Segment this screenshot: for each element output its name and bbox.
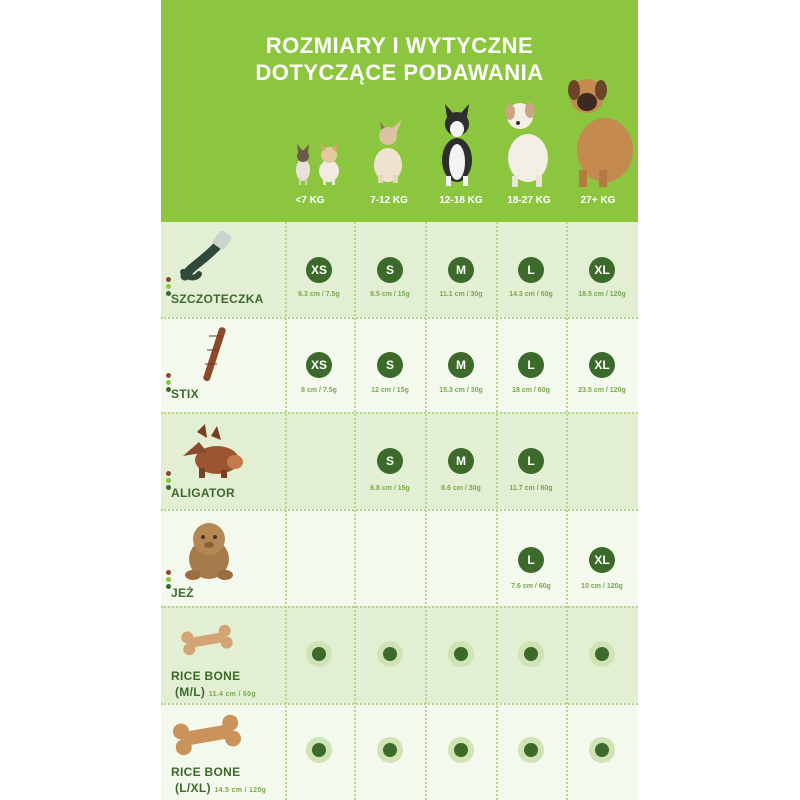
grid-divider [161, 606, 638, 608]
hedgehog-chew-icon [183, 517, 235, 583]
size-dimensions: 10 cm / 120g [581, 583, 623, 590]
weight-col-5: 27+ KG [580, 195, 616, 206]
suitable-mark-icon [377, 737, 403, 763]
suitable-mark-icon [518, 737, 544, 763]
size-badge: XL [589, 257, 615, 283]
product-name-rice-bone-ml: RICE BONE [171, 669, 241, 683]
weight-col-2: 7-12 KG [370, 195, 408, 206]
size-badge: L [518, 448, 544, 474]
suitable-mark-icon [448, 641, 474, 667]
weight-col-1: <7 KG [295, 195, 325, 206]
suitable-mark-icon [448, 737, 474, 763]
size-dimensions: 7.6 cm / 60g [511, 583, 551, 590]
alligator-chew-icon [177, 422, 243, 480]
grid-divider [161, 703, 638, 705]
product-variant-label: (M/L) [175, 685, 206, 699]
size-dimensions: 12 cm / 15g [371, 387, 409, 394]
toothbrush-chew-icon [179, 230, 239, 282]
grid-divider [285, 222, 287, 800]
product-variant-rice-bone-ml [175, 685, 256, 699]
size-dimensions: 6.3 cm / 7.5g [298, 291, 340, 298]
size-dimensions: 8.5 cm / 15g [370, 291, 410, 298]
grid-divider [425, 222, 427, 800]
puppy-howling-icon [366, 120, 412, 184]
product-name-szczoteczka: SZCZOTECZKA [171, 292, 264, 306]
product-name-jez: JEŻ [171, 586, 194, 600]
suitable-mark-icon [518, 641, 544, 667]
size-badge: L [518, 547, 544, 573]
size-dimensions: 6.8 cm / 15g [370, 485, 410, 492]
size-dimensions: 11.7 cm / 60g [509, 485, 553, 492]
size-badge: L [518, 257, 544, 283]
size-dimensions: 18 cm / 60g [512, 387, 550, 394]
suitable-mark-icon [377, 641, 403, 667]
size-badge: XL [589, 352, 615, 378]
size-badge: M [448, 257, 474, 283]
product-variant-label: (L/XL) [175, 781, 211, 795]
product-dimensions: 14.5 cm / 120g [214, 787, 267, 794]
size-badge: XS [306, 257, 332, 283]
product-dimensions: 11.4 cm / 60g [208, 691, 256, 698]
stick-chew-icon [197, 326, 233, 382]
bone-chew-icon [179, 622, 235, 658]
tiny-dogs-icon [289, 140, 349, 186]
size-dimensions: 23.5 cm / 120g [578, 387, 626, 394]
size-dimensions: 14.3 cm / 60g [509, 291, 553, 298]
bone-chew-large-icon [171, 712, 243, 758]
grid-divider [496, 222, 498, 800]
mastiff-dog-icon [565, 72, 638, 188]
size-dimensions: 8 cm / 7.5g [301, 387, 337, 394]
suitable-mark-icon [306, 641, 332, 667]
size-dimensions: 11.1 cm / 30g [439, 291, 483, 298]
header-banner [161, 0, 638, 222]
size-dimensions: 8.6 cm / 30g [441, 485, 481, 492]
page-title-line-1: ROZMIARY I WYTYCZNE [265, 33, 534, 58]
husky-dog-icon [433, 104, 483, 186]
grid-divider [161, 412, 638, 414]
size-badge: XS [306, 352, 332, 378]
size-dimensions: 18.5 cm / 120g [578, 291, 626, 298]
size-badge: L [518, 352, 544, 378]
suitable-mark-icon [306, 737, 332, 763]
grid-divider [161, 509, 638, 511]
size-guide-card [161, 0, 638, 800]
product-name-rice-bone-lxl: RICE BONE [171, 765, 241, 779]
size-badge: S [377, 448, 403, 474]
size-badge: S [377, 352, 403, 378]
size-badge: M [448, 448, 474, 474]
size-dimensions: 15.3 cm / 30g [439, 387, 483, 394]
grid-divider [161, 317, 638, 319]
white-dog-icon [498, 96, 560, 188]
suitable-mark-icon [589, 641, 615, 667]
size-badge: XL [589, 547, 615, 573]
grid-divider [566, 222, 568, 800]
product-name-stix: STIX [171, 387, 199, 401]
size-badge: M [448, 352, 474, 378]
product-variant-rice-bone-lxl [175, 781, 266, 795]
size-badge: S [377, 257, 403, 283]
grid-divider [354, 222, 356, 800]
product-name-aligator: ALIGATOR [171, 486, 235, 500]
weight-col-3: 12-18 KG [439, 195, 483, 206]
suitable-mark-icon [589, 737, 615, 763]
page-title-line-2: DOTYCZĄCE PODAWANIA [255, 60, 544, 85]
weight-col-4: 18-27 KG [507, 195, 551, 206]
